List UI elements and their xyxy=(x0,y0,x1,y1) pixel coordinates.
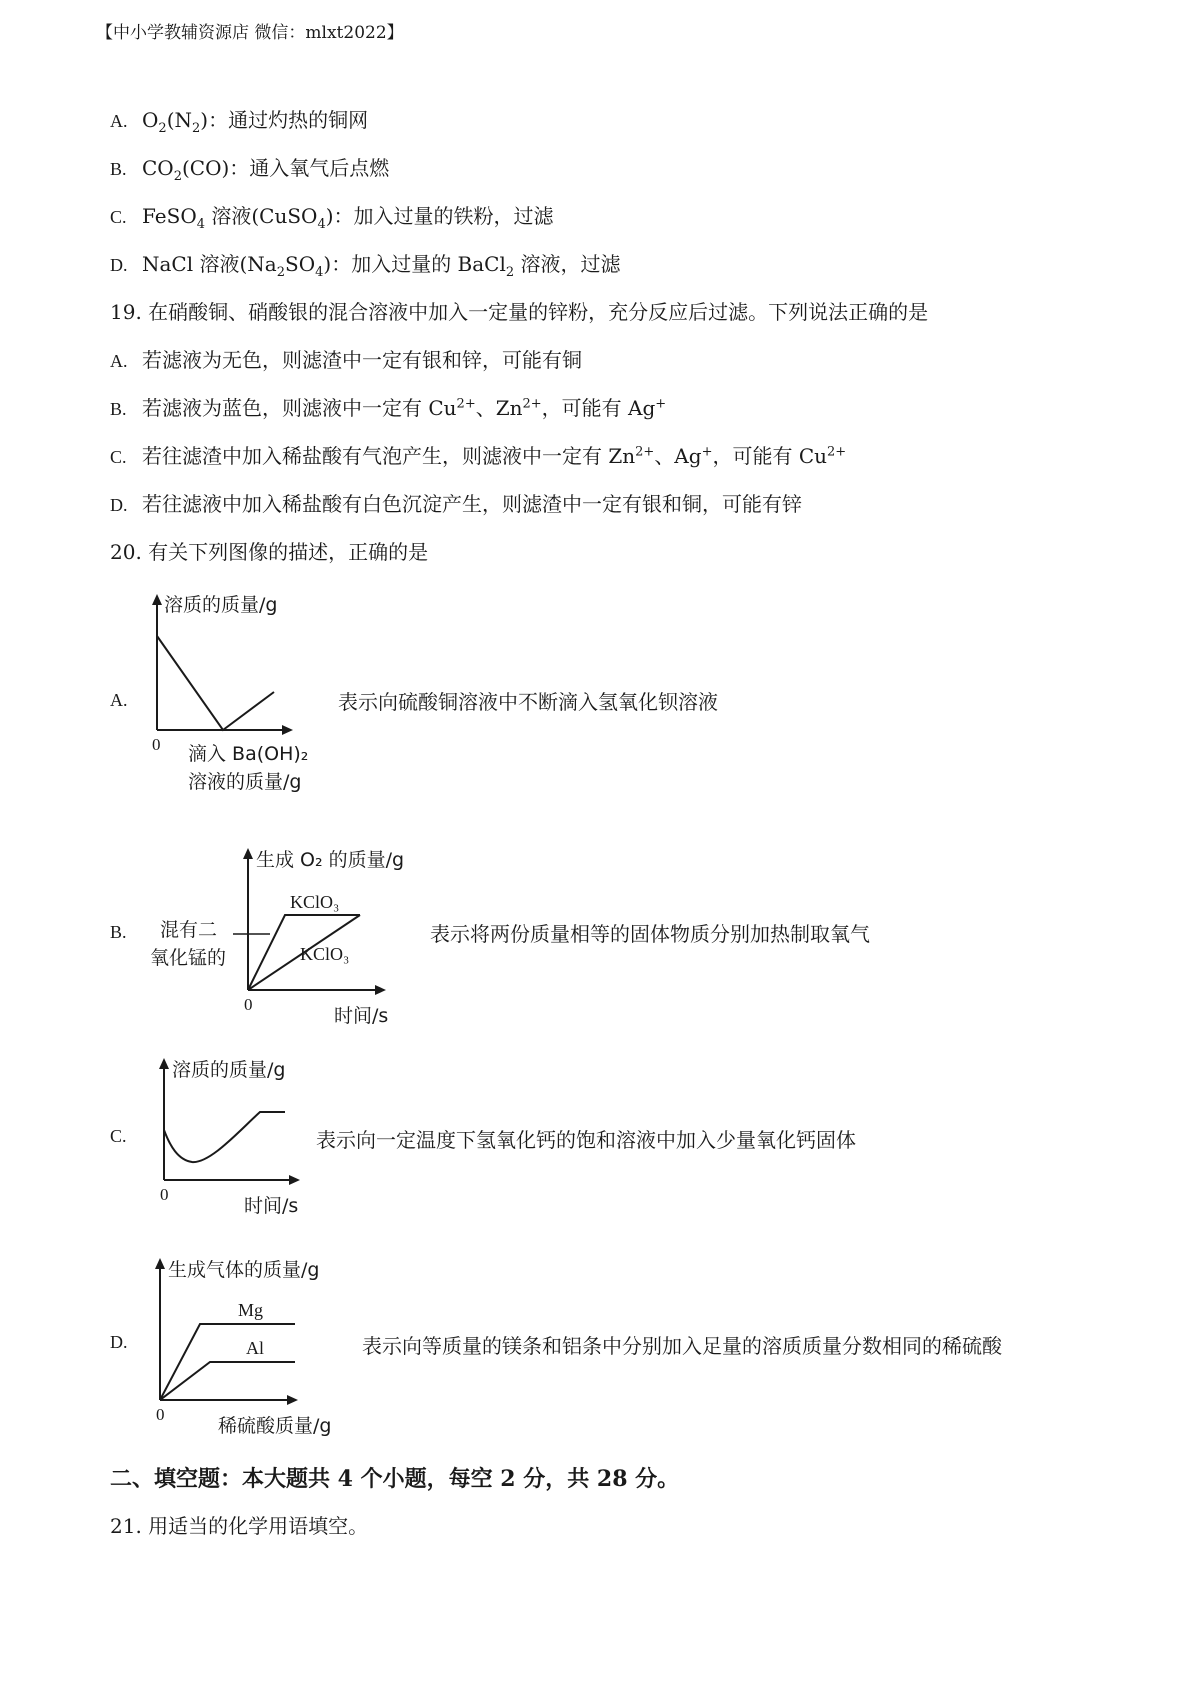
x-axis-label-line1: 滴入 Ba(OH)₂ xyxy=(188,743,309,765)
y-axis-arrow xyxy=(155,1258,165,1269)
origin-label: 0 xyxy=(244,995,253,1014)
series-label-2: KClO₃ xyxy=(300,944,350,964)
y-axis-label: 生成 O₂ 的质量/g xyxy=(256,849,405,871)
q19-option-a xyxy=(110,344,582,373)
q18-option-d xyxy=(110,248,621,280)
side-label-line2: 氧化锰的 xyxy=(150,947,227,969)
figure-b-graph xyxy=(140,840,430,1030)
figure-d-description: 表示向等质量的镁条和铝条中分别加入足量的溶质质量分数相同的稀硫酸 xyxy=(362,1334,1002,1358)
series-label-1: KClO₃ xyxy=(290,892,340,912)
option-letter: B. xyxy=(110,159,127,179)
x-axis-arrow xyxy=(375,985,386,995)
figure-b-description: 表示将两份质量相等的固体物质分别加热制取氧气 xyxy=(430,922,870,946)
option-letter: C. xyxy=(110,447,127,467)
y-axis-arrow xyxy=(159,1058,169,1069)
x-axis-arrow xyxy=(282,725,293,735)
option-text: 若滤液为无色，则滤渣中一定有银和锌，可能有铜 xyxy=(142,348,582,372)
figure-c-description: 表示向一定温度下氢氧化钙的饱和溶液中加入少量氧化钙固体 xyxy=(316,1128,856,1152)
y-axis-label: 生成气体的质量/g xyxy=(168,1259,320,1281)
x-axis-label: 时间/s xyxy=(244,1195,299,1217)
figure-c-letter: C. xyxy=(110,1126,127,1146)
option-text: FeSO$_4$ 溶液(CuSO$_4$)：加入过量的铁粉，过滤 xyxy=(142,204,554,232)
option-letter: A. xyxy=(110,111,128,131)
side-label-line1: 混有二 xyxy=(160,919,218,941)
q18-option-c xyxy=(110,200,554,232)
figure-a-description: 表示向硫酸铜溶液中不断滴入氢氧化钡溶液 xyxy=(338,690,718,714)
q20-stem: 20. 有关下列图像的描述，正确的是 xyxy=(110,540,429,564)
q19-option-b xyxy=(110,392,666,421)
y-axis-arrow xyxy=(152,594,162,605)
figure-d-letter: D. xyxy=(110,1332,128,1352)
option-letter: B. xyxy=(110,399,127,419)
origin-label: 0 xyxy=(156,1405,165,1424)
option-text: NaCl 溶液$(Na_2SO_4)$：加入过量的 BaCl$_2$ 溶液，过滤 xyxy=(142,252,621,280)
origin-label: 0 xyxy=(152,735,161,754)
origin-label: 0 xyxy=(160,1185,169,1204)
q19-option-c xyxy=(110,440,846,469)
q18-option-a xyxy=(110,104,368,136)
figure-d-graph xyxy=(140,1250,370,1440)
y-axis-arrow xyxy=(243,848,253,859)
figure-b-letter: B. xyxy=(110,922,127,942)
option-letter: C. xyxy=(110,207,127,227)
curve-al xyxy=(160,1362,295,1400)
x-axis-arrow xyxy=(287,1395,298,1405)
option-text: $CO_2(CO)$：通入氧气后点燃 xyxy=(142,156,390,184)
x-axis-arrow xyxy=(289,1175,300,1185)
series-label-mg: Mg xyxy=(238,1300,264,1320)
q21-stem: 21. 用适当的化学用语填空。 xyxy=(110,1514,369,1538)
option-letter: D. xyxy=(110,495,128,515)
x-axis-label: 稀硫酸质量/g xyxy=(218,1415,332,1437)
option-letter: A. xyxy=(110,351,128,371)
option-text: $O_2(N_2)$：通过灼热的铜网 xyxy=(142,108,369,136)
x-axis-label: 时间/s xyxy=(334,1005,389,1027)
option-letter: D. xyxy=(110,255,128,275)
q18-option-b xyxy=(110,152,389,184)
figure-a-graph xyxy=(140,590,340,800)
option-text: 若往滤液中加入稀盐酸有白色沉淀产生，则滤渣中一定有银和铜，可能有锌 xyxy=(142,492,802,516)
q19-option-d xyxy=(110,488,802,517)
section-title: 二、填空题：本大题共 4 个小题，每空 2 分，共 28 分。 xyxy=(110,1466,680,1492)
option-text: 若滤液为蓝色，则滤液中一定有 $Cu^{2+}$、$Zn^{2+}$，可能有 Ag+ xyxy=(142,396,667,420)
curve xyxy=(157,636,274,730)
y-axis-label: 溶质的质量/g xyxy=(172,1059,286,1081)
curve xyxy=(164,1112,285,1162)
y-axis-label: 溶质的质量/g xyxy=(164,594,278,616)
q19-stem: 19. 在硝酸铜、硝酸银的混合溶液中加入一定量的锌粉，充分反应后过滤。下列说法正确的是 xyxy=(110,300,929,324)
figure-a-letter: A. xyxy=(110,690,128,710)
option-text: 若往滤渣中加入稀盐酸有气泡产生，则滤液中一定有 $Zn^{2+}$、Ag+，可能有 $Cu^{2+}$ xyxy=(142,444,847,468)
figure-c-graph xyxy=(140,1050,340,1220)
series-label-al: Al xyxy=(246,1338,264,1358)
x-axis-label-line2: 溶液的质量/g xyxy=(188,771,302,793)
header-note: 【中小学教辅资源店 微信：mlxt2022】 xyxy=(96,23,404,43)
